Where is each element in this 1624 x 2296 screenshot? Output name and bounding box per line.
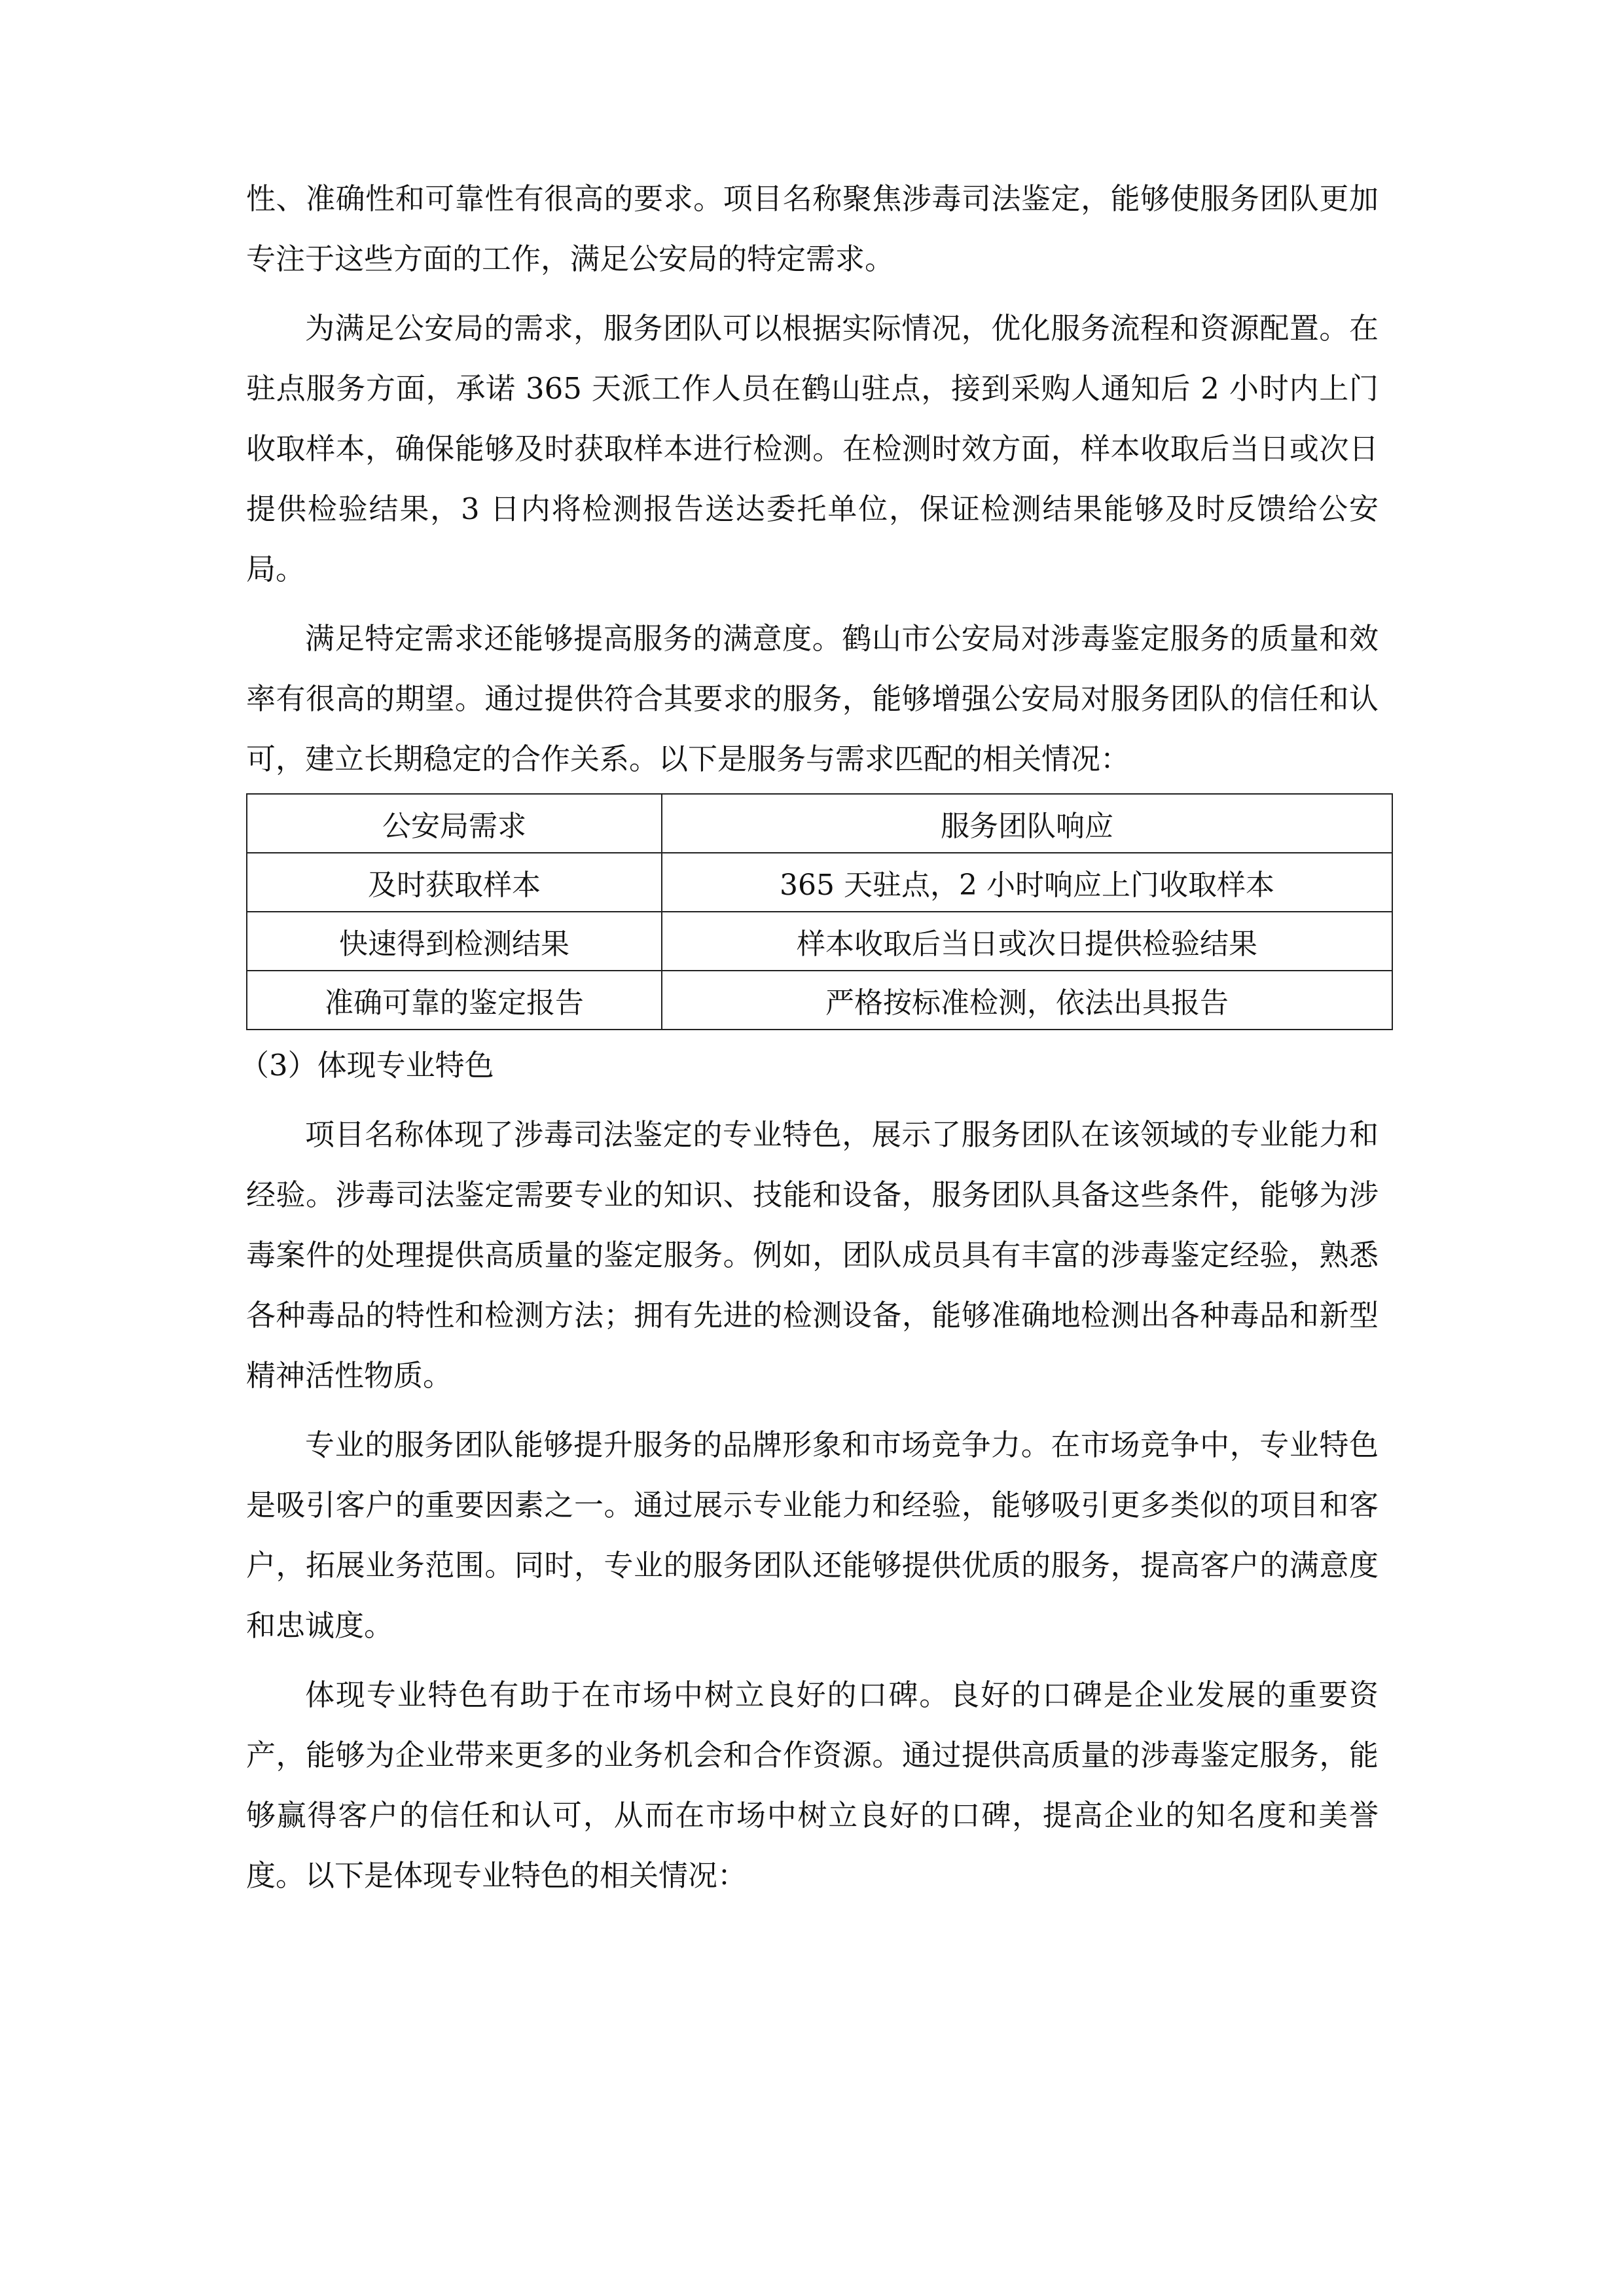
table-header-row — [247, 794, 1392, 853]
table-cell: 快速得到检测结果 — [247, 912, 662, 971]
paragraph-6: 体现专业特色有助于在市场中树立良好的口碑。良好的口碑是企业发展的重要资产，能够为企业带来更多的业务机会和合作资源。通过提供高质量的涉毒鉴定服务，能够赢得客户的信任和认可，从而在市场中树立良好的口碑，提高企业的知名度和美誉度。以下是体现专业特色的相关情况： — [246, 1677, 1379, 1893]
paragraph-gap — [246, 1406, 1379, 1415]
table-cell: 严格按标准检测，依法出具报告 — [662, 971, 1392, 1030]
paragraph-gap — [246, 1096, 1379, 1105]
paragraph-1: 性、准确性和可靠性有很高的要求。项目名称聚焦涉毒司法鉴定，能够使服务团队更加专注于这些方面的工作，满足公安局的特定需求。 — [246, 181, 1379, 276]
table-row — [247, 912, 1392, 971]
table-row — [247, 971, 1392, 1030]
paragraph-gap — [246, 600, 1379, 609]
section-heading: （3）体现专业特色 — [240, 1048, 494, 1083]
table-cell: 及时获取样本 — [247, 853, 662, 912]
paragraph-gap — [246, 289, 1379, 298]
table-header-cell: 公安局需求 — [247, 794, 662, 853]
paragraph-2: 为满足公安局的需求，服务团队可以根据实际情况，优化服务流程和资源配置。在驻点服务方面，承诺 365 天派工作人员在鹤山驻点，接到采购人通知后 2 小时内上门收取样本，确保能够及时获取样本进行检测。在检测时效方面，样本收取后当日或次日提供检验结果，3 日内将检测报告送达委托单位，保证检测结果能够及时反馈给公安局。 — [246, 311, 1379, 586]
needs-response-table — [246, 793, 1393, 1030]
paragraph-5: 专业的服务团队能够提升服务的品牌形象和市场竞争力。在市场竞争中，专业特色是吸引客户的重要因素之一。通过展示专业能力和经验，能够吸引更多类似的项目和客户，拓展业务范围。同时，专业的服务团队还能够提供优质的服务，提高客户的满意度和忠诚度。 — [246, 1427, 1379, 1643]
table-row — [247, 853, 1392, 912]
paragraph-3: 满足特定需求还能够提高服务的满意度。鹤山市公安局对涉毒鉴定服务的质量和效率有很高的期望。通过提供符合其要求的服务，能够增强公安局对服务团队的信任和认可，建立长期稳定的合作关系。以下是服务与需求匹配的相关情况： — [246, 621, 1379, 776]
table-cell: 365 天驻点，2 小时响应上门收取样本 — [662, 853, 1392, 912]
paragraph-4: 项目名称体现了涉毒司法鉴定的专业特色，展示了服务团队在该领域的专业能力和经验。涉毒司法鉴定需要专业的知识、技能和设备，服务团队具备这些条件，能够为涉毒案件的处理提供高质量的鉴定服务。例如，团队成员具有丰富的涉毒鉴定经验，熟悉各种毒品的特性和检测方法；拥有先进的检测设备，能够准确地检测出各种毒品和新型精神活性物质。 — [246, 1117, 1379, 1393]
table-cell: 样本收取后当日或次日提供检验结果 — [662, 912, 1392, 971]
table-cell: 准确可靠的鉴定报告 — [247, 971, 662, 1030]
paragraph-gap — [246, 1656, 1379, 1665]
document-body — [240, 169, 1379, 1906]
table-header-cell: 服务团队响应 — [662, 794, 1392, 853]
